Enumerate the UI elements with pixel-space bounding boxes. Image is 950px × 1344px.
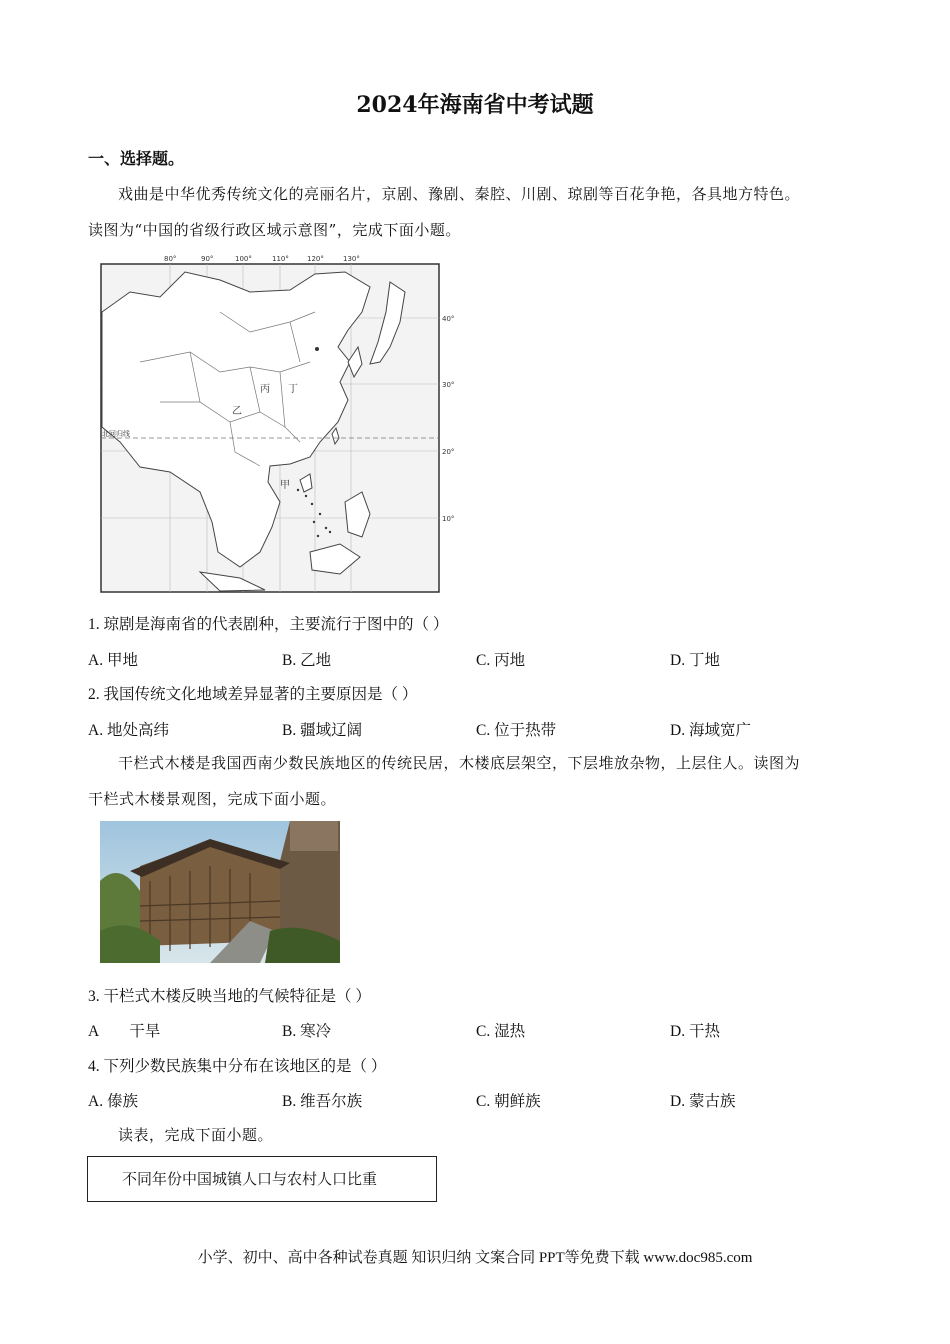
table-title: 不同年份中国城镇人口与农村人口比重 [122,1170,378,1188]
page-footer: 小学、初中、高中各种试卷真题 知识归纳 文案合同 PPT等免费下载 www.doc985.com [197,1250,753,1266]
page-title: 2024年海南省中考试题 [356,92,594,118]
question-2-options [88,718,888,740]
map-label-ding: 丁 [288,384,298,395]
option-a[interactable]: A. 傣族 [88,1093,138,1110]
lon-label: 120° [307,255,324,263]
lat-label: 40° [442,315,455,323]
question-4-stem: 4. 下列少数民族集中分布在该地区的是（ ） [88,1058,387,1075]
option-c[interactable]: C. 湿热 [476,1023,526,1040]
map-label-bing: 丙 [260,384,270,395]
stilt-house-photo [100,821,340,963]
intro-1-line-1: 戏曲是中华优秀传统文化的亮丽名片，京剧、豫剧、秦腔、川剧、琼剧等百花争艳，各具地方特色。 [118,185,801,203]
lon-label: 90° [201,255,214,263]
table-title-box [87,1156,437,1202]
option-b[interactable]: B. 疆域辽阔 [282,722,363,739]
lon-label: 100° [235,255,252,263]
lon-label: 110° [272,255,289,263]
intro-paragraph-1 [88,176,863,248]
intro-3-text: 读表，完成下面小题。 [118,1126,274,1144]
tropic-label: 北回归线 [102,430,130,438]
option-d[interactable]: D. 丁地 [670,652,720,669]
option-c[interactable]: C. 朝鲜族 [476,1093,541,1110]
lon-label: 130° [343,255,360,263]
question-3-options [88,1019,888,1041]
question-4-options [88,1089,888,1111]
intro-paragraph-2 [88,745,863,817]
intro-1-line-2: 读图为“中国的省级行政区域示意图”，完成下面小题。 [88,221,461,239]
question-2-stem: 2. 我国传统文化地域差异显著的主要原因是（ ） [88,686,418,703]
option-a[interactable]: A 干旱 [88,1023,161,1040]
option-a[interactable]: A. 地处高纬 [88,722,169,739]
option-b[interactable]: B. 乙地 [282,652,332,669]
section-heading: 一、选择题。 [88,149,185,168]
option-c[interactable]: C. 位于热带 [476,722,557,739]
intro-paragraph-3 [88,1117,863,1153]
option-d[interactable]: D. 干热 [670,1023,720,1040]
lat-label: 10° [442,515,455,523]
option-d[interactable]: D. 海域宽广 [670,722,751,739]
lat-label: 20° [442,448,455,456]
map-label-yi: 乙 [232,406,242,417]
intro-2-line-2: 干栏式木楼景观图，完成下面小题。 [88,790,337,808]
map-label-jia: 甲 [280,480,290,491]
intro-2-line-1: 干栏式木楼是我国西南少数民族地区的传统民居，木楼底层架空，下层堆放杂物，上层住人。读图为 [118,754,801,772]
option-c[interactable]: C. 丙地 [476,652,526,669]
question-3-stem: 3. 干栏式木楼反映当地的气候特征是（ ） [88,988,371,1005]
lat-label: 30° [442,381,455,389]
capital-marker [315,347,319,351]
question-1-options [88,648,888,670]
option-b[interactable]: B. 寒冷 [282,1023,332,1040]
option-d[interactable]: D. 蒙古族 [670,1093,736,1110]
lon-label: 80° [164,255,177,263]
question-1-stem: 1. 琼剧是海南省的代表剧种，主要流行于图中的（ ） [88,616,449,633]
option-b[interactable]: B. 维吾尔族 [282,1093,363,1110]
option-a[interactable]: A. 甲地 [88,652,138,669]
china-province-map [100,252,455,597]
